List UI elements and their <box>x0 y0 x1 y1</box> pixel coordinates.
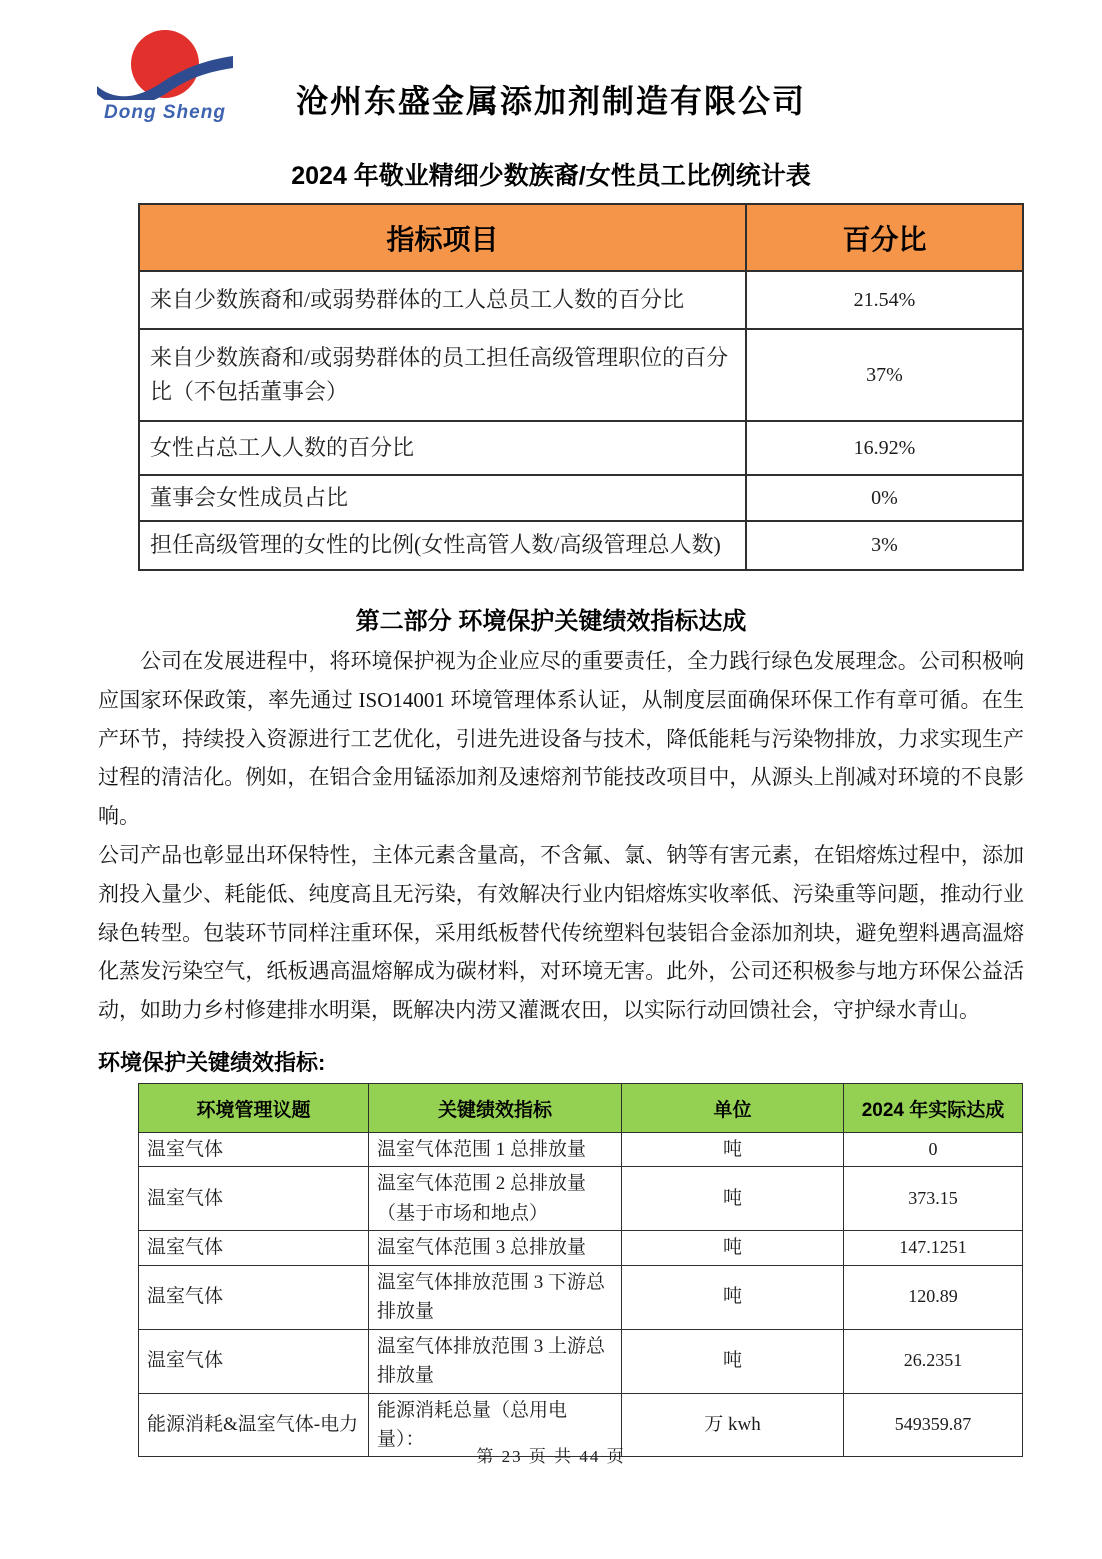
kpi-table <box>138 1083 1023 1457</box>
kpi-value: 26.2351 <box>844 1329 1023 1393</box>
kpi-topic: 温室气体 <box>139 1329 369 1393</box>
kpi-unit: 吨 <box>622 1133 844 1167</box>
kpi-topic: 温室气体 <box>139 1265 369 1329</box>
ratio-table-title: 2024 年敬业精细少数族裔/女性员工比例统计表 <box>291 162 811 190</box>
indicator-label: 来自少数族裔和/或弱势群体的工人总员工人数的百分比 <box>139 271 746 329</box>
kpi-unit: 吨 <box>622 1231 844 1265</box>
indicator-value: 21.54% <box>746 271 1023 329</box>
kpi-topic: 温室气体 <box>139 1167 369 1231</box>
kpi-header-kpi: 关键绩效指标 <box>369 1084 622 1133</box>
indicator-value: 0% <box>746 475 1023 521</box>
table-row <box>139 1231 1023 1265</box>
table-row <box>139 329 1023 421</box>
table-row <box>139 271 1023 329</box>
indicator-label: 担任高级管理的女性的比例(女性高管人数/高级管理总人数) <box>139 521 746 570</box>
section-body <box>98 642 1024 1030</box>
kpi-unit: 吨 <box>622 1329 844 1393</box>
ratio-table-header-row <box>139 204 1023 271</box>
kpi-name: 能源消耗总量（总用电量）： <box>369 1393 622 1457</box>
kpi-name: 温室气体范围 2 总排放量（基于市场和地点） <box>369 1167 622 1231</box>
kpi-value: 549359.87 <box>844 1393 1023 1457</box>
paragraph-2: 公司产品也彰显出环保特性，主体元素含量高，不含氟、氯、钠等有害元素，在铝熔炼过程中，添加剂投入量少、耗能低、纯度高且无污染，有效解决行业内铝熔炼实收率低、污染重等问题，推动行业绿色转型。包装环节同样注重环保，采用纸板替代传统塑料包装铝合金添加剂块，避免塑料遇高温熔化蒸发污染空气，纸板遇高温熔解成为碳材料，对环境无害。此外，公司还积极参与地方环保公益活动，如助力乡村修建排水明渠，既解决内涝又灌溉农田，以实际行动回馈社会，守护绿水青山。 <box>98 842 1024 1023</box>
indicator-value: 37% <box>746 329 1023 421</box>
table-row <box>139 1265 1023 1329</box>
ratio-header-percentage: 百分比 <box>746 204 1023 271</box>
kpi-topic: 温室气体 <box>139 1133 369 1167</box>
kpi-name: 温室气体范围 3 总排放量 <box>369 1231 622 1265</box>
kpi-name: 温室气体排放范围 3 下游总排放量 <box>369 1265 622 1329</box>
indicator-value: 16.92% <box>746 421 1023 475</box>
kpi-topic: 温室气体 <box>139 1231 369 1265</box>
company-name: 沧州东盛金属添加剂制造有限公司 <box>295 83 806 119</box>
kpi-header-actual: 2024 年实际达成 <box>844 1084 1023 1133</box>
kpi-value: 0 <box>844 1133 1023 1167</box>
kpi-value: 373.15 <box>844 1167 1023 1231</box>
kpi-table-header-row <box>139 1084 1023 1133</box>
kpi-section-label: 环境保护关键绩效指标: <box>98 1050 326 1075</box>
table-row <box>139 1329 1023 1393</box>
table-row <box>139 1133 1023 1167</box>
kpi-name: 温室气体排放范围 3 上游总排放量 <box>369 1329 622 1393</box>
indicator-label: 女性占总工人人数的百分比 <box>139 421 746 475</box>
section-heading: 第二部分 环境保护关键绩效指标达成 <box>355 608 747 635</box>
kpi-header-topic: 环境管理议题 <box>139 1084 369 1133</box>
table-row <box>139 1167 1023 1231</box>
logo-text: Dong Sheng <box>104 102 226 123</box>
kpi-value: 120.89 <box>844 1265 1023 1329</box>
kpi-name: 温室气体范围 1 总排放量 <box>369 1133 622 1167</box>
indicator-label: 来自少数族裔和/或弱势群体的员工担任高级管理职位的百分比（不包括董事会） <box>139 329 746 421</box>
table-row <box>139 521 1023 570</box>
indicator-value: 3% <box>746 521 1023 570</box>
kpi-header-unit: 单位 <box>622 1084 844 1133</box>
table-row <box>139 475 1023 521</box>
kpi-value: 147.1251 <box>844 1231 1023 1265</box>
ratio-table <box>138 203 1024 571</box>
paragraph-1: 公司在发展进程中，将环境保护视为企业应尽的重要责任，全力践行绿色发展理念。公司积极响应国家环保政策，率先通过 ISO14001 环境管理体系认证，从制度层面确保环保工作有章可循。在生产环节，持续投入资源进行工艺优化，引进先进设备与技术，降低能耗与污染物排放，力求实现生产过程的清洁化。例如，在铝合金用锰添加剂及速熔剂节能技改项目中，从源头上削减对环境的不良影响。 <box>98 649 1024 829</box>
kpi-unit: 吨 <box>622 1167 844 1231</box>
indicator-label: 董事会女性成员占比 <box>139 475 746 521</box>
kpi-unit: 万 kwh <box>622 1393 844 1457</box>
kpi-topic: 能源消耗&温室气体-电力 <box>139 1393 369 1457</box>
page-footer: 第 23 页 共 44 页 <box>476 1447 626 1466</box>
kpi-unit: 吨 <box>622 1265 844 1329</box>
table-row <box>139 421 1023 475</box>
ratio-header-indicator: 指标项目 <box>139 204 746 271</box>
